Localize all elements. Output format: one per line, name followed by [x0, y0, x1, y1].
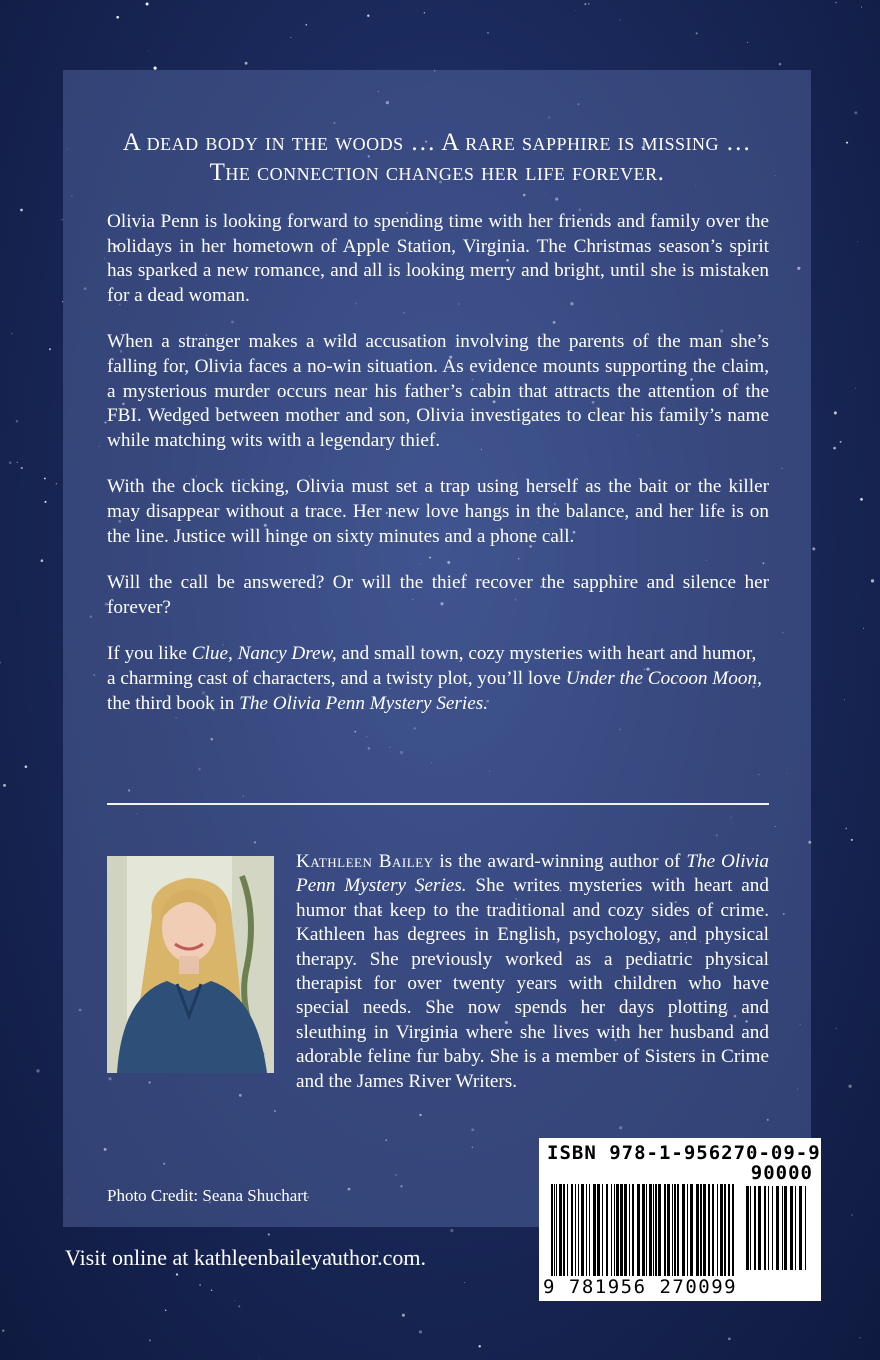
barcode-bar — [578, 1184, 579, 1276]
barcode-bar — [687, 1184, 688, 1276]
barcode-bar — [703, 1184, 706, 1276]
star — [833, 447, 836, 450]
star — [2, 1329, 4, 1331]
barcode-bar — [614, 1184, 615, 1276]
star — [44, 478, 46, 480]
star — [844, 699, 845, 700]
star — [859, 1337, 860, 1338]
star — [238, 1305, 240, 1307]
divider-line — [107, 803, 769, 805]
barcode-bar — [764, 1186, 766, 1270]
star — [854, 111, 857, 114]
barcode-bar — [690, 1184, 693, 1276]
barcode-bar — [746, 1186, 749, 1270]
book-description — [107, 210, 769, 738]
barcode-bar — [616, 1184, 619, 1276]
ean-barcode-bars — [551, 1184, 741, 1276]
star — [584, 3, 586, 5]
photo-credit: Photo Credit: Seana Shuchart — [107, 1186, 308, 1205]
barcode-bar — [795, 1186, 796, 1270]
barcode-bar — [758, 1186, 761, 1270]
barcode-bar — [805, 1186, 806, 1270]
barcode-bar — [750, 1186, 751, 1270]
star — [259, 1358, 260, 1359]
star — [56, 483, 57, 484]
star — [846, 142, 848, 144]
barcode-bar — [728, 1184, 730, 1276]
barcode-bar — [696, 1184, 699, 1276]
isbn-text: ISBN 978-1-956270-09-9 — [547, 1142, 821, 1164]
barcode-bar — [664, 1184, 666, 1276]
author-bio — [296, 850, 769, 1094]
star — [728, 1338, 731, 1341]
addon-barcode-bars — [746, 1186, 812, 1270]
star — [871, 579, 874, 582]
star — [20, 209, 23, 212]
star — [835, 2, 837, 4]
barcode-bar — [567, 1184, 568, 1276]
series-title: The Olivia Penn Mystery Series. — [296, 851, 769, 897]
barcode-bar — [732, 1184, 734, 1276]
star — [44, 501, 46, 503]
star — [487, 32, 489, 34]
barcode-bar — [674, 1184, 676, 1276]
barcode-bar — [724, 1184, 726, 1276]
star — [424, 12, 425, 13]
star — [234, 1300, 235, 1301]
barcode-bar — [672, 1184, 673, 1276]
star — [116, 16, 119, 19]
barcode-bar — [782, 1186, 783, 1270]
star — [165, 1310, 166, 1311]
star — [306, 24, 307, 25]
star — [857, 241, 858, 242]
barcode-bar — [563, 1184, 565, 1276]
barcode-bar — [776, 1186, 779, 1270]
star — [696, 32, 698, 34]
author-portrait-image — [107, 856, 274, 1073]
star — [860, 498, 863, 501]
star — [855, 388, 856, 389]
barcode-bar — [554, 1184, 555, 1276]
star — [199, 1284, 201, 1286]
star — [9, 461, 12, 464]
barcode-bar — [586, 1184, 587, 1276]
barcode-bar — [602, 1184, 603, 1276]
star — [848, 1085, 851, 1088]
star — [588, 3, 589, 4]
star — [851, 1214, 852, 1215]
barcode-bar — [717, 1184, 718, 1276]
star — [402, 1314, 405, 1317]
barcode-bar — [620, 1184, 623, 1276]
barcode-bar — [632, 1184, 634, 1276]
star — [619, 19, 620, 20]
website-line: Visit online at kathleenbaileyauthor.com. — [65, 1245, 426, 1270]
description-paragraph-2: When a stranger makes a wild accusation involving the parents of the man she’s falling for, Olivia faces a no-win situation. As evidence mounts supporting the claim, a mysterious murder occurs near his father’s cabin that attracts the attention of the FBI. Wedged between mother and son, Olivia investigates to clear his family’s name while matching wits with a legendary thief. — [107, 331, 769, 451]
barcode-bar — [597, 1184, 600, 1276]
star — [747, 42, 748, 43]
star — [3, 784, 6, 787]
description-paragraph-3: With the clock ticking, Olivia must set a trap using herself as the bait or the killer may disappear without a trace. Her new love hangs in the balance, and her life is on the line. Justice will hinge on sixty minutes and a phone call. — [107, 476, 769, 547]
tagline-line-2: The connection changes her life forever. — [209, 159, 665, 186]
star — [779, 63, 782, 66]
barcode-bar — [784, 1186, 787, 1270]
tagline-line-1: A dead body in the woods … A rare sapphire is missing … — [122, 129, 752, 156]
barcode-bar — [611, 1184, 612, 1276]
barcode-bar — [593, 1184, 596, 1276]
star — [16, 420, 18, 422]
star — [863, 628, 864, 629]
star — [478, 1345, 480, 1347]
star — [464, 1282, 465, 1283]
author-photo — [107, 856, 274, 1073]
barcode-bar — [624, 1184, 627, 1276]
text-segment: If you like — [107, 643, 192, 665]
star — [268, 1233, 270, 1235]
star — [851, 839, 853, 841]
barcode-bar — [649, 1184, 652, 1276]
star — [17, 462, 18, 463]
tagline — [63, 128, 811, 188]
star — [575, 10, 576, 11]
star — [211, 1290, 212, 1291]
text-segment: is the award-winning author of — [433, 851, 687, 872]
barcode-bar — [667, 1184, 670, 1276]
star — [861, 6, 862, 7]
barcode-bar — [700, 1184, 702, 1276]
star — [419, 1330, 422, 1333]
barcode-bar — [637, 1184, 640, 1276]
star — [146, 3, 149, 6]
title-reference-clue: Clue, Nancy Drew, — [191, 643, 337, 665]
barcode-bar — [581, 1184, 584, 1276]
star — [834, 411, 837, 414]
star — [49, 348, 51, 350]
star — [812, 547, 815, 550]
description-paragraph-5 — [107, 642, 769, 716]
barcode-bar — [658, 1184, 661, 1276]
star — [41, 559, 44, 562]
barcode-bar — [653, 1184, 654, 1276]
barcode-bar — [556, 1184, 557, 1276]
barcode-bar — [708, 1184, 710, 1276]
star — [290, 37, 291, 38]
star — [176, 1273, 178, 1275]
barcode-bar — [712, 1184, 714, 1276]
star — [840, 441, 842, 443]
barcode-bar — [682, 1184, 685, 1276]
series-title: The Olivia Penn Mystery Series. — [239, 692, 489, 714]
text-segment: and small town, cozy mysteries with heart and humor, a charming cast of characters, and a twisty plot, you’ll love — [107, 643, 757, 689]
description-paragraph-1: Olivia Penn is looking forward to spending time with her friends and family over the holidays in her hometown of Apple Station, Virginia. The Christmas season’s spirit has sparked a new romance, and all is looking merry and bright, until she is mistaken for a dead woman. — [107, 211, 769, 306]
text-segment: , the third book in — [107, 667, 762, 714]
star — [149, 1339, 151, 1341]
barcode-bar — [677, 1184, 679, 1276]
star — [0, 662, 1, 664]
barcode-bar — [575, 1184, 576, 1276]
barcode-bar — [551, 1184, 553, 1276]
barcode-bar — [589, 1184, 590, 1276]
barcode-bar — [655, 1184, 657, 1276]
text-segment: She writes mysteries with heart and humor that keep to the traditional and cozy sides of crime. Kathleen has degrees in English, psychology, and physical therapy. She previously worked as a pediatric physical therapist for over twenty years with children who have special needs. She now spends her days plotting and sleuthing in Virginia where she lives with her husband and adorable feline fur baby. She is a member of Sisters in Crime and the James River Writers. — [296, 875, 769, 1092]
star — [148, 50, 149, 51]
description-paragraph-4: Will the call be answered? Or will the thief recover the sapphire and silence her forever? — [107, 572, 769, 618]
star — [21, 467, 23, 469]
barcode-bar — [629, 1184, 630, 1276]
barcode-bar — [642, 1184, 645, 1276]
barcode-bar — [571, 1184, 573, 1276]
star — [836, 1028, 837, 1029]
barcode-bar — [790, 1186, 793, 1270]
star — [25, 765, 28, 768]
author-name: Kathleen Bailey — [296, 851, 434, 872]
isbn-barcode — [539, 1138, 821, 1301]
barcode-bar — [720, 1184, 723, 1276]
ean-number: 9 781956 270099 — [543, 1276, 738, 1298]
star — [245, 62, 248, 65]
barcode-bar — [559, 1184, 562, 1276]
star — [367, 15, 369, 17]
barcode-bar — [606, 1184, 608, 1276]
price-code: 90000 — [750, 1162, 813, 1184]
star — [11, 333, 12, 334]
barcode-bar — [646, 1184, 647, 1276]
barcode-bar — [754, 1186, 756, 1270]
star — [450, 1229, 453, 1232]
star — [845, 828, 847, 830]
book-title: Under the Cocoon Moon — [565, 667, 758, 689]
star — [36, 1069, 39, 1072]
barcode-bar — [772, 1186, 773, 1270]
barcode-bar — [799, 1186, 802, 1270]
barcode-bar — [768, 1186, 769, 1270]
